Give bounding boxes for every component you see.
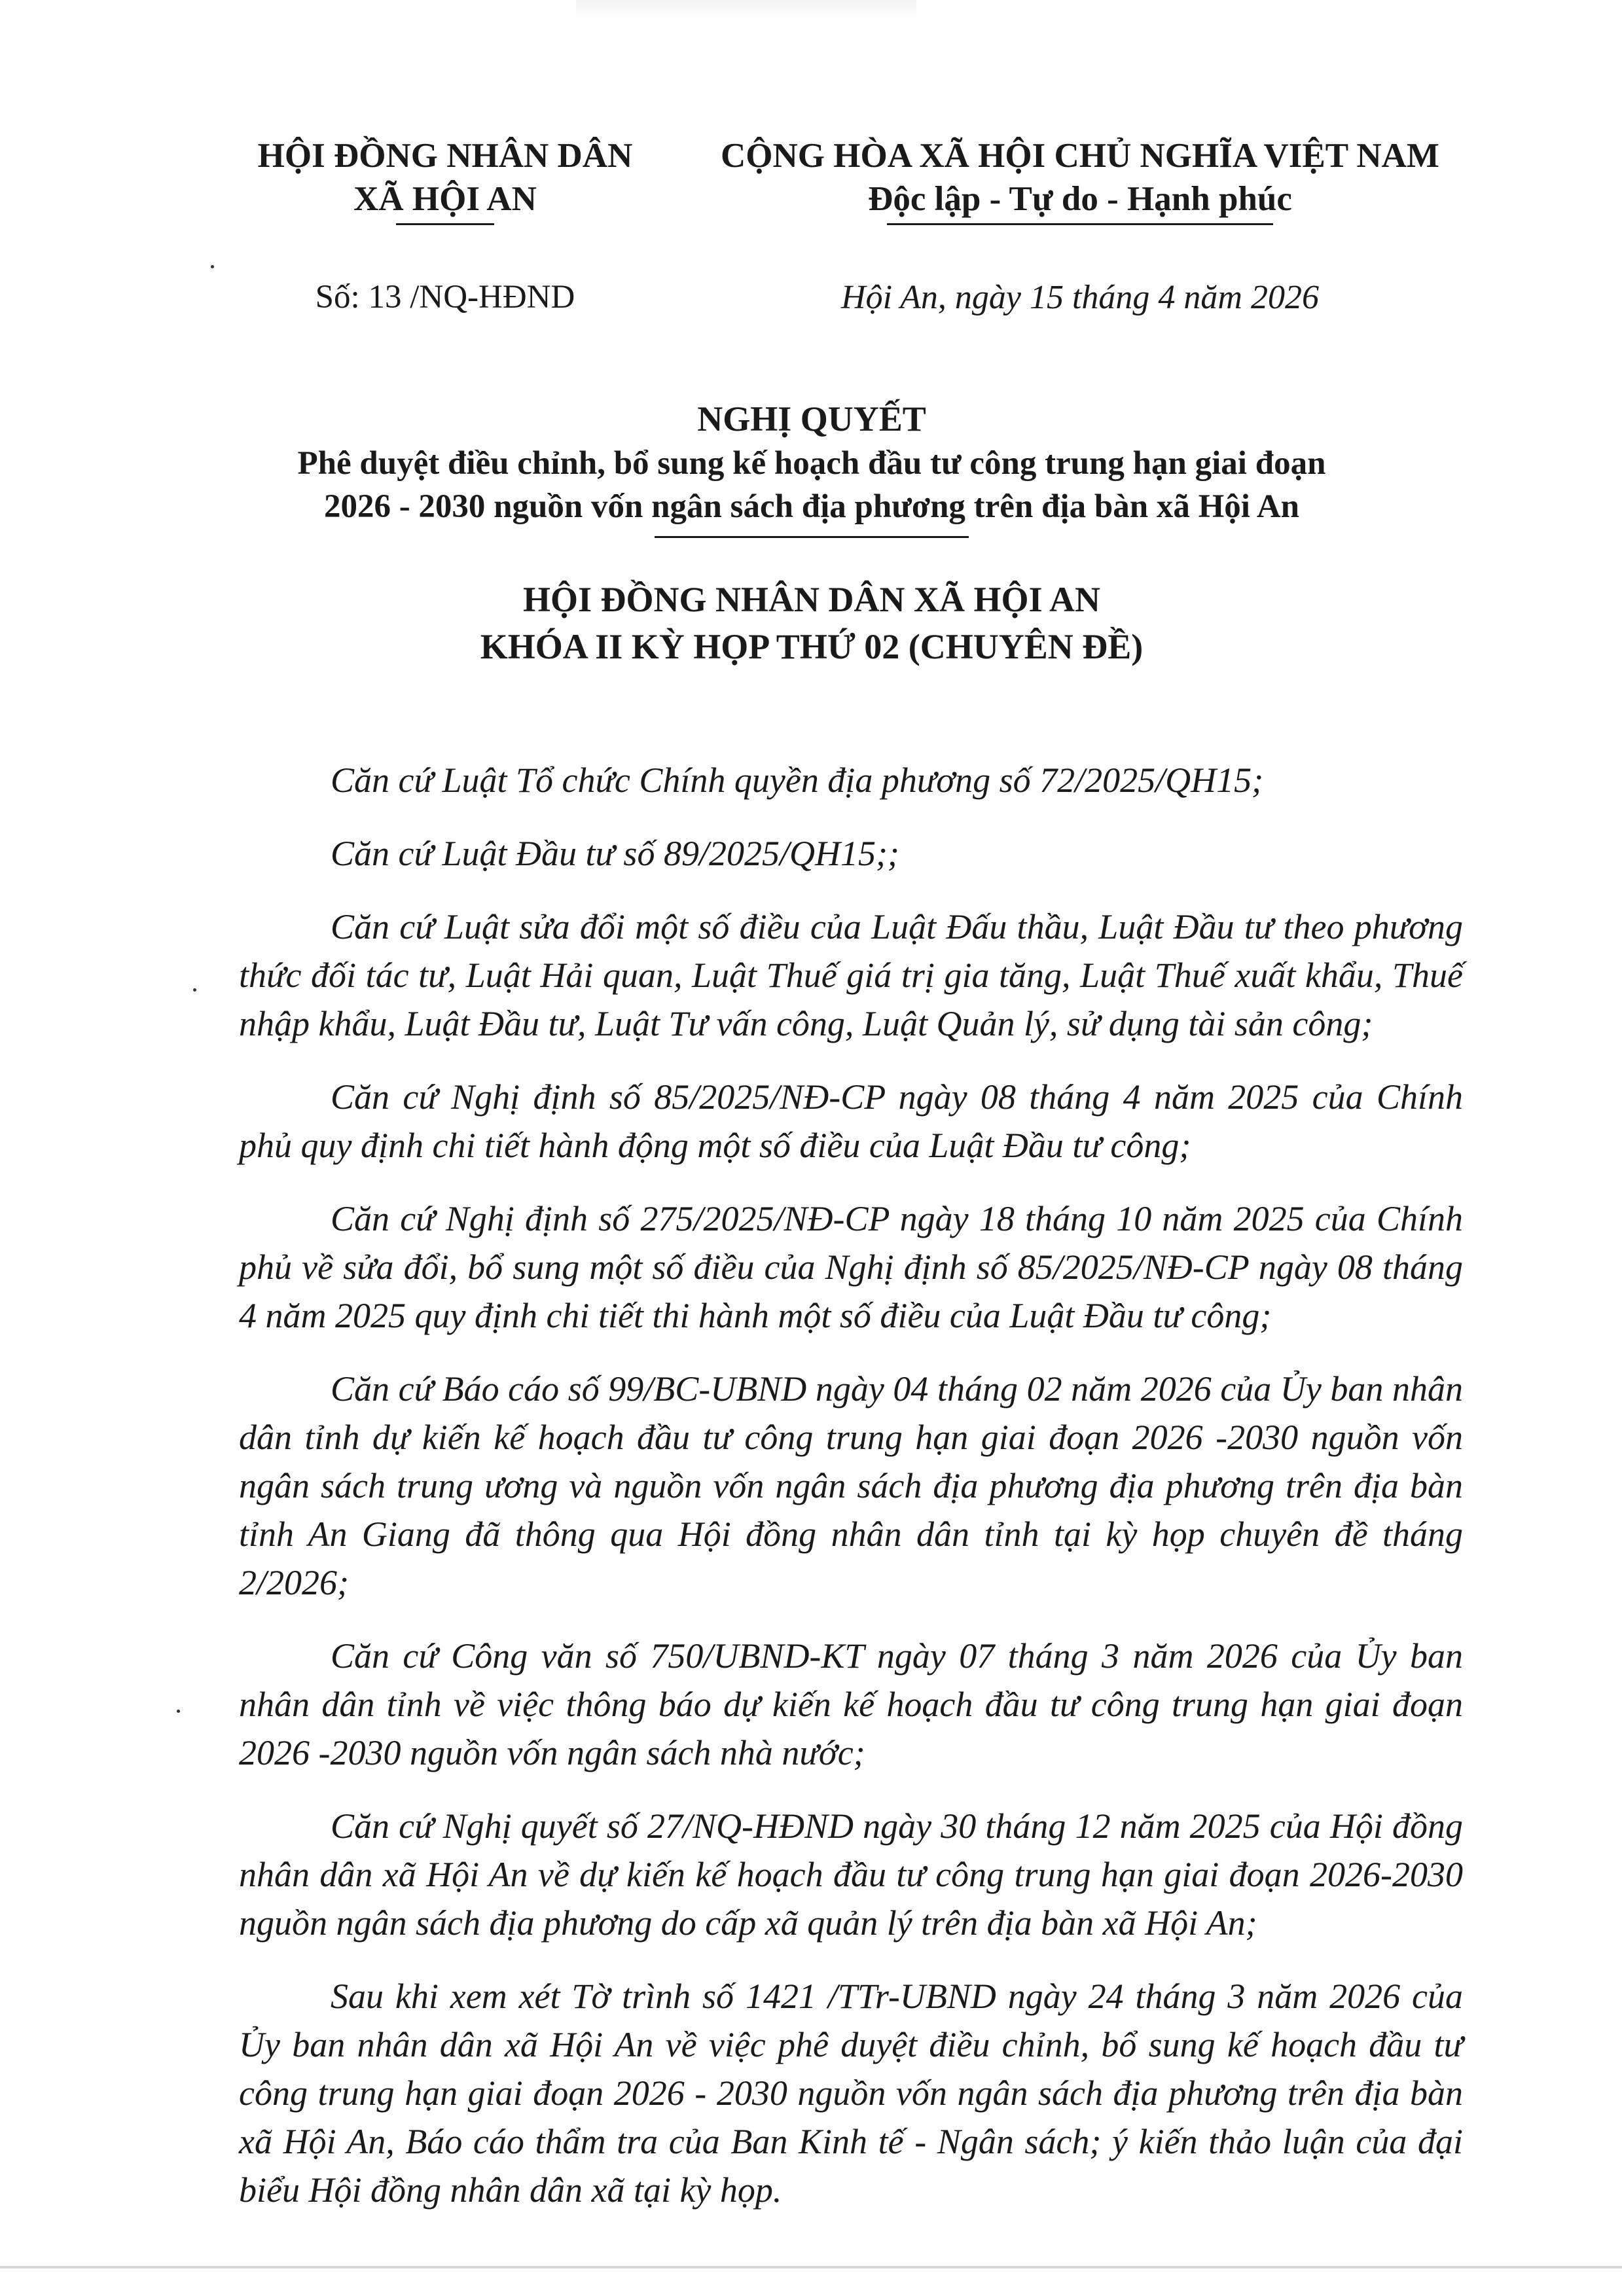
scan-speck	[211, 265, 214, 268]
subject-line-2: 2026 - 2030 nguồn vốn ngân sách địa phương trên địa bàn xã Hội An	[323, 488, 1300, 525]
org-name-line2: XÃ HỘI AN	[353, 180, 537, 218]
scan-speck	[177, 1710, 180, 1713]
basis-paragraph: Căn cứ Công văn số 750/UBND-KT ngày 07 tháng 3 năm 2026 của Ủy ban nhân dân tỉnh về việc thông báo dự kiến kế hoạch đầu tư công trung hạn giai đoạn 2026 -2030 nguồn vốn ngân sách nhà nước;	[239, 1636, 1463, 1772]
org-name-line1: HỘI ĐỒNG NHÂN DÂN	[257, 137, 633, 175]
place-and-date: Hội An, ngày 15 tháng 4 năm 2026	[841, 279, 1319, 316]
national-title	[697, 134, 1463, 225]
basis-paragraph: Sau khi xem xét Tờ trình số 1421 /TTr-UBND ngày 24 tháng 3 năm 2026 của Ủy ban nhân dân xã Hội An về việc phê duyệt điều chỉnh, bổ sung kế hoạch đầu tư công trung hạn giai đoạn 2026 - 2030 nguồn vốn ngân sách địa phương trên địa bàn xã Hội An, Báo cáo thẩm tra của Ban Kinh tế - Ngân sách; ý kiến thảo luận của đại biểu Hội đồng nhân dân xã tại kỳ họp.	[239, 1977, 1463, 2210]
motto-underline	[887, 223, 1273, 225]
basis-paragraph: Căn cứ Nghị định số 85/2025/NĐ-CP ngày 08 tháng 4 năm 2025 của Chính phủ quy định chi tiết hành động một số điều của Luật Đầu tư công;	[239, 1077, 1463, 1165]
document-number: Số: 13 /NQ-HĐND	[315, 279, 575, 315]
council-heading	[164, 576, 1460, 670]
scan-speck	[193, 988, 196, 992]
basis-paragraph: Căn cứ Báo cáo số 99/BC-UBND ngày 04 tháng 02 năm 2026 của Ủy ban nhân dân tỉnh dự kiến kế hoạch đầu tư công trung hạn giai đoạn 2026 -2030 nguồn vốn ngân sách trung ương và nguồn vốn ngân sách địa phương địa phương trên địa bàn tỉnh An Giang đã thông qua Hội đồng nhân dân tỉnh tại kỳ họp chuyên đề tháng 2/2026;	[239, 1369, 1463, 1602]
national-motto: Độc lập - Tự do - Hạnh phúc	[868, 180, 1292, 218]
document-type: NGHỊ QUYẾT	[697, 399, 926, 439]
issuing-organization	[196, 134, 694, 225]
org-underline	[396, 223, 494, 225]
title-underline	[655, 536, 969, 538]
subject-line-1: Phê duyệt điều chỉnh, bổ sung kế hoạch đầu tư công trung hạn giai đoạn	[297, 445, 1326, 482]
scan-shadow	[576, 0, 916, 20]
basis-paragraph: Căn cứ Luật Tổ chức Chính quyền địa phương số 72/2025/QH15;	[331, 761, 1264, 800]
council-name: HỘI ĐỒNG NHÂN DÂN XÃ HỘI AN	[522, 580, 1101, 619]
session-name: KHÓA II KỲ HỌP THỨ 02 (CHUYÊN ĐỀ)	[480, 627, 1144, 666]
country-name: CỘNG HÒA XÃ HỘI CHỦ NGHĨA VIỆT NAM	[721, 137, 1439, 175]
document-title	[164, 396, 1460, 538]
basis-paragraph: Căn cứ Luật sửa đổi một số điều của Luật Đấu thầu, Luật Đầu tư theo phương thức đối tác tư, Luật Hải quan, Luật Thuế giá trị gia tăng, Luật Thuế xuất khẩu, Thuế nhập khẩu, Luật Đầu tư, Luật Tư vấn công, Luật Quản lý, sử dụng tài sản công;	[239, 907, 1463, 1043]
legal-bases	[239, 756, 1463, 2239]
page-bottom-edge	[0, 2266, 1622, 2269]
basis-paragraph: Căn cứ Nghị quyết số 27/NQ-HĐND ngày 30 tháng 12 năm 2025 của Hội đồng nhân dân xã Hội An về dự kiến kế hoạch đầu tư công trung hạn giai đoạn 2026-2030 nguồn ngân sách địa phương do cấp xã quản lý trên địa bàn xã Hội An;	[239, 1806, 1463, 1943]
basis-paragraph: Căn cứ Luật Đầu tư số 89/2025/QH15;;	[331, 834, 899, 873]
basis-paragraph: Căn cứ Nghị định số 275/2025/NĐ-CP ngày 18 tháng 10 năm 2025 của Chính phủ về sửa đổi, bổ sung một số điều của Nghị định số 85/2025/NĐ-CP ngày 08 tháng 4 năm 2025 quy định chi tiết thi hành một số điều của Luật Đầu tư công;	[239, 1199, 1463, 1335]
